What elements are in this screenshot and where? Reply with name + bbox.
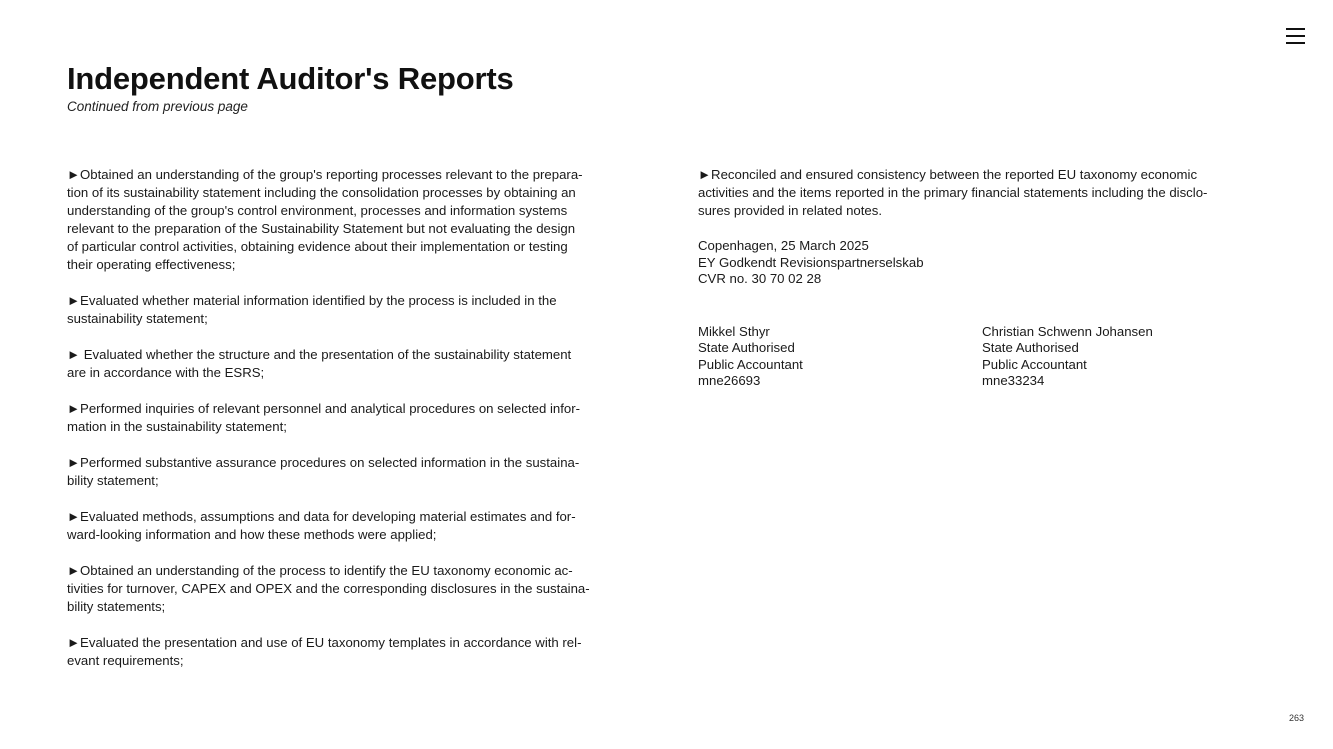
procedure-paragraph	[67, 292, 637, 328]
signatory	[982, 324, 1153, 390]
procedure-paragraph	[67, 166, 637, 274]
procedure-paragraph	[67, 562, 637, 616]
procedure-paragraph	[67, 634, 637, 670]
text-line: their operating effectiveness;	[67, 257, 236, 272]
procedure-paragraph	[67, 400, 637, 436]
signatory-name: Mikkel Sthyr	[698, 323, 770, 339]
signatory-name: Christian Schwenn Johansen	[982, 323, 1153, 339]
page-subtitle: Continued from previous page	[67, 99, 248, 114]
signatory-title: State Authorised	[982, 340, 1079, 355]
location-date: Copenhagen, 25 March 2025	[698, 238, 869, 253]
text-line: ►Obtained an understanding of the group's reporting processes relevant to the prepara-	[67, 167, 583, 182]
firm-name: EY Godkendt Revisionspartnerselskab	[698, 254, 924, 270]
text-line: bility statement;	[67, 473, 159, 488]
text-line: sustainability statement;	[67, 311, 208, 326]
signatory-id: mne26693	[698, 373, 761, 388]
right-column	[698, 166, 1268, 394]
procedure-paragraph	[698, 166, 1268, 220]
page-number: 263	[1289, 713, 1305, 723]
signing-block	[698, 238, 1268, 288]
text-line: tivities for turnover, CAPEX and OPEX and the corresponding disclosures in the sustaina-	[67, 581, 590, 596]
text-line: evant requirements;	[67, 653, 184, 668]
signatory-title: State Authorised	[698, 340, 795, 355]
cvr-number: CVR no. 30 70 02 28	[698, 271, 822, 286]
text-line: are in accordance with the ESRS;	[67, 365, 265, 380]
menu-bar-middle	[1286, 35, 1305, 37]
text-line: ►Evaluated the presentation and use of EU taxonomy templates in accordance with rel-	[67, 635, 582, 650]
signatory-id: mne33234	[982, 373, 1045, 388]
text-line: of particular control activities, obtaining evidence about their implementation or testing	[67, 239, 568, 254]
signatories	[698, 324, 1268, 394]
text-line: bility statements;	[67, 599, 166, 614]
text-line: ►Obtained an understanding of the process to identify the EU taxonomy economic ac-	[67, 563, 573, 578]
text-line: mation in the sustainability statement;	[67, 419, 287, 434]
menu-bar-bottom	[1286, 42, 1305, 44]
procedure-paragraph	[67, 508, 637, 544]
procedure-paragraph	[67, 454, 637, 490]
text-line: ►Performed inquiries of relevant personnel and analytical procedures on selected infor-	[67, 401, 580, 416]
text-line: ► Evaluated whether the structure and the presentation of the sustainability statement	[67, 347, 572, 362]
signatory	[698, 324, 803, 390]
text-line: ►Evaluated whether material information identified by the process is included in the	[67, 293, 557, 308]
text-line: understanding of the group's control environment, processes and information systems	[67, 203, 568, 218]
text-line: tion of its sustainability statement including the consolidation processes by obtaining an	[67, 185, 576, 200]
signatory-title: Public Accountant	[982, 356, 1087, 372]
left-column	[67, 166, 637, 688]
signatory-title: Public Accountant	[698, 356, 803, 372]
text-line: ►Reconciled and ensured consistency between the reported EU taxonomy economic	[698, 167, 1198, 182]
procedure-paragraph	[67, 346, 637, 382]
text-line: activities and the items reported in the primary financial statements including the disclo-	[698, 185, 1208, 200]
text-line: ►Evaluated methods, assumptions and data for developing material estimates and for-	[67, 509, 576, 524]
page-title: Independent Auditor's Reports	[67, 61, 514, 96]
text-line: relevant to the preparation of the Sustainability Statement but not evaluating the design	[67, 221, 576, 236]
hamburger-menu-icon[interactable]	[1285, 26, 1307, 46]
text-line: sures provided in related notes.	[698, 203, 883, 218]
text-line: ►Performed substantive assurance procedures on selected information in the sustaina-	[67, 455, 580, 470]
text-line: ward-looking information and how these methods were applied;	[67, 527, 437, 542]
menu-bar-top	[1286, 28, 1305, 30]
